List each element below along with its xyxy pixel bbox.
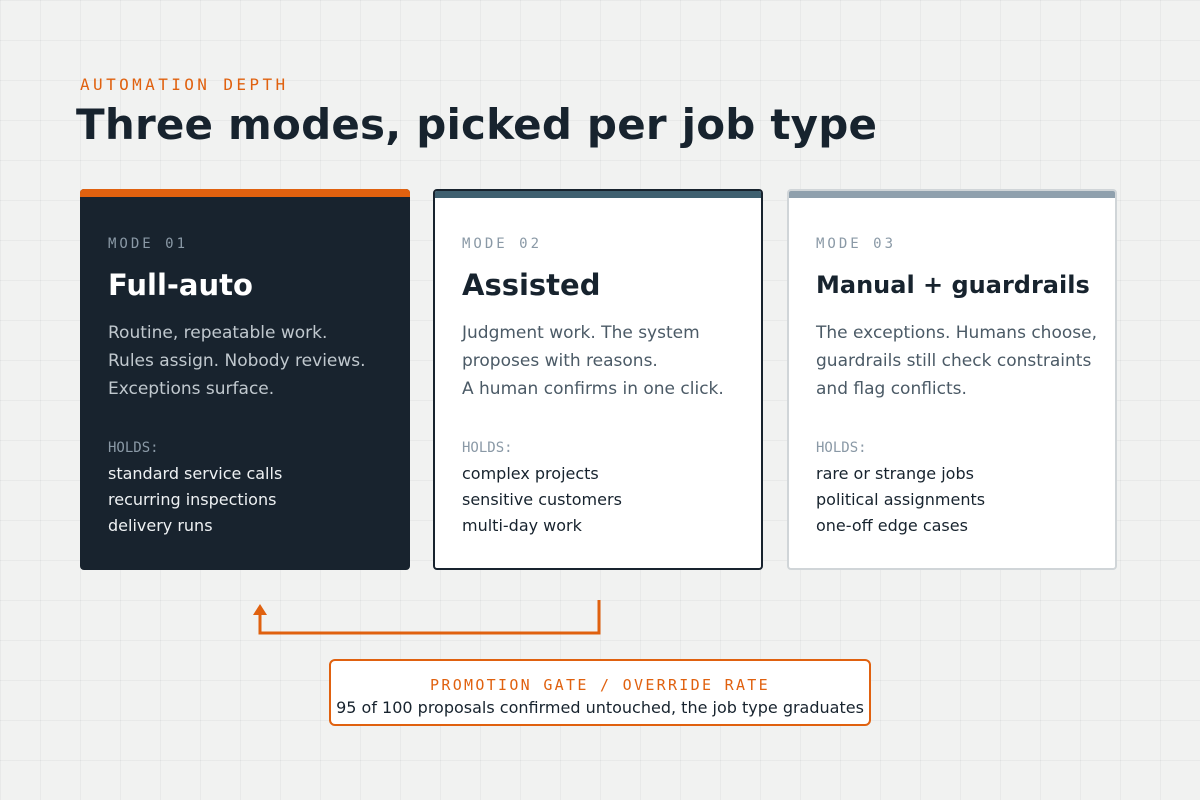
holds-item: political assignments bbox=[816, 490, 986, 509]
promotion-gate-text: 95 of 100 proposals confirmed untouched, the job type graduates bbox=[336, 698, 864, 717]
mode-description-line: Routine, repeatable work. bbox=[108, 323, 328, 343]
holds-item: complex projects bbox=[462, 464, 599, 483]
mode-description-line: The exceptions. Humans choose, bbox=[816, 323, 1097, 343]
mode-description-line: Exceptions surface. bbox=[108, 379, 275, 399]
mode-description-line: guardrails still check constraints bbox=[816, 351, 1092, 371]
holds-item: one-off edge cases bbox=[816, 516, 968, 535]
mode-title: Full-auto bbox=[108, 268, 253, 302]
arrow-up-icon bbox=[253, 604, 267, 615]
holds-item: sensitive customers bbox=[462, 490, 622, 509]
page-title: Three modes, picked per job type bbox=[76, 100, 878, 149]
mode-label: MODE 02 bbox=[462, 236, 543, 252]
mode-description-line: proposes with reasons. bbox=[462, 351, 658, 371]
mode-label: MODE 01 bbox=[108, 236, 189, 252]
holds-item: multi-day work bbox=[462, 516, 582, 535]
holds-item: delivery runs bbox=[108, 516, 213, 535]
mode-label: MODE 03 bbox=[816, 236, 897, 252]
promotion-arrow-line bbox=[260, 600, 599, 633]
holds-item: rare or strange jobs bbox=[816, 464, 974, 483]
mode-description-line: and flag conflicts. bbox=[816, 379, 967, 399]
mode-description-line: Judgment work. The system bbox=[462, 323, 700, 343]
holds-item: recurring inspections bbox=[108, 490, 277, 509]
holds-label: HOLDS: bbox=[816, 440, 867, 456]
promotion-gate-label: PROMOTION GATE / OVERRIDE RATE bbox=[430, 676, 770, 694]
mode-description-line: A human confirms in one click. bbox=[462, 379, 724, 399]
section-eyebrow: AUTOMATION DEPTH bbox=[80, 75, 289, 94]
holds-label: HOLDS: bbox=[462, 440, 513, 456]
promotion-gate-box bbox=[329, 659, 871, 726]
holds-item: standard service calls bbox=[108, 464, 283, 483]
mode-title: Assisted bbox=[462, 268, 601, 302]
holds-label: HOLDS: bbox=[108, 440, 159, 456]
mode-title: Manual + guardrails bbox=[816, 271, 1090, 299]
mode-description-line: Rules assign. Nobody reviews. bbox=[108, 351, 366, 371]
